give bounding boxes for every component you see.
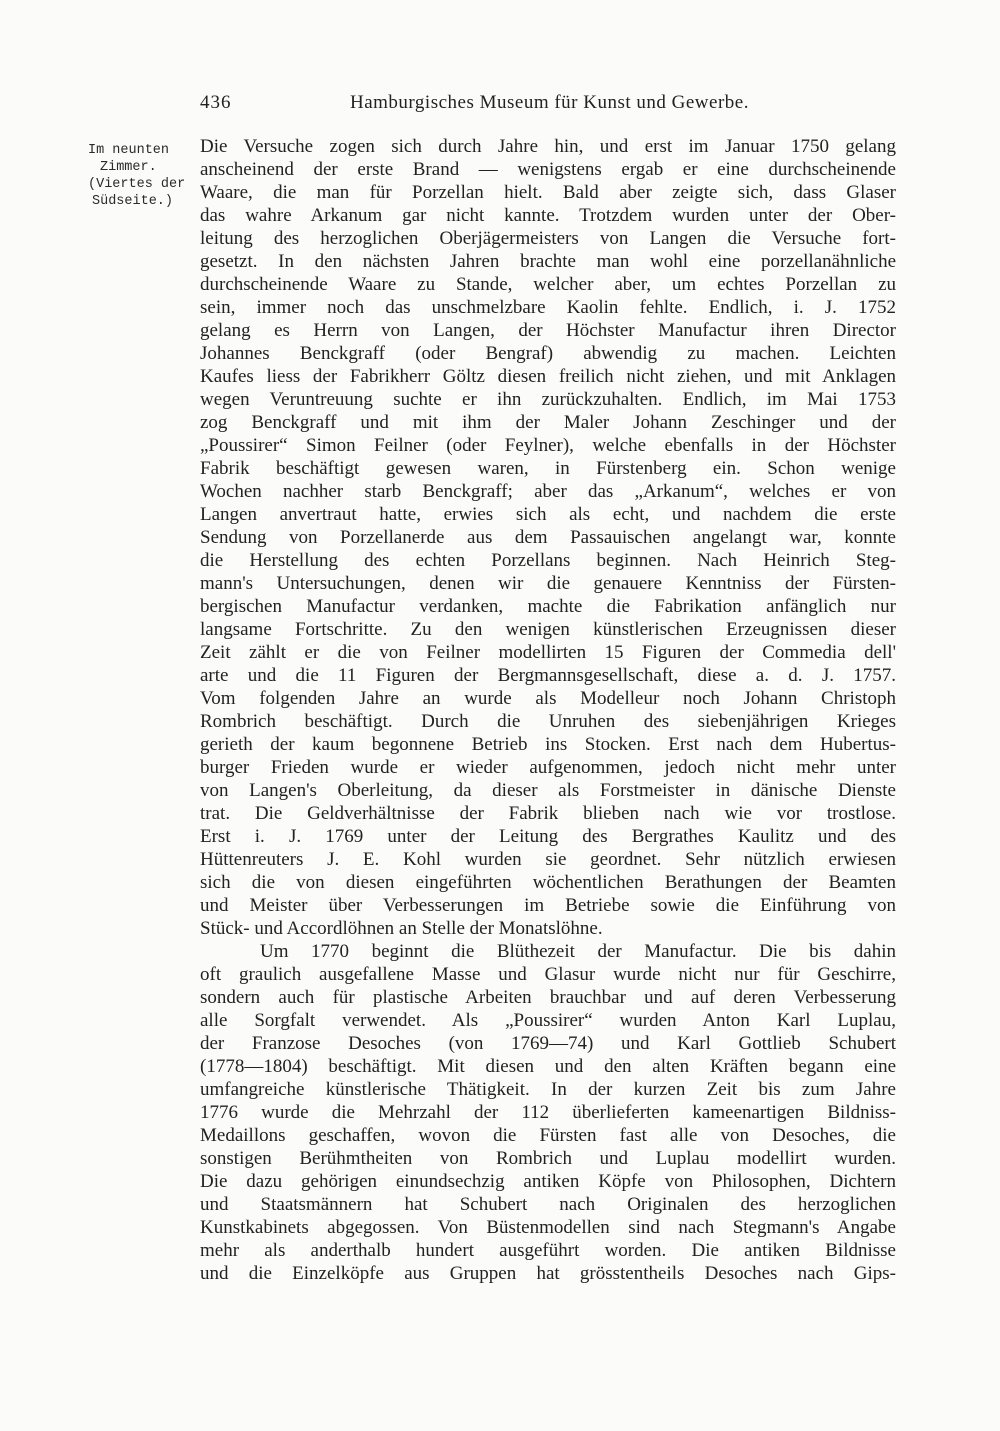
text-line: gerieth der kaum begonnene Betrieb ins Stocken. Erst nach dem Hubertus-	[200, 734, 896, 755]
text-line: (1778—1804) beschäftigt. Mit diesen und den alten Kräften begann eine	[200, 1056, 896, 1077]
text-line: Kunstkabinets abgegossen. Von Büstenmodellen sind nach Stegmann's Angabe	[200, 1217, 896, 1238]
text-line: Vom folgenden Jahre an wurde als Modelleur noch Johann Christoph	[200, 688, 896, 709]
text-line: Langen anvertraut hatte, erwies sich als echt, und nachdem die erste	[200, 504, 896, 525]
text-line: umfangreiche künstlerische Thätigkeit. In der kurzen Zeit bis zum Jahre	[200, 1079, 896, 1100]
text-line: wegen Veruntreuung suchte er ihn zurückzuhalten. Endlich, im Mai 1753	[200, 389, 896, 410]
text-line: und Meister über Verbesserungen im Betriebe sowie die Einführung von	[200, 895, 896, 916]
text-line: Hüttenreuters J. E. Kohl wurden sie geordnet. Sehr nützlich erwiesen	[200, 849, 896, 870]
text-line: Stück- und Accordlöhnen an Stelle der Monatslöhne.	[200, 918, 603, 939]
page-number: 436	[200, 92, 232, 113]
page-header	[200, 92, 896, 118]
text-line: mann's Untersuchungen, denen wir die genauere Kenntniss der Fürsten-	[200, 573, 896, 594]
text-line: gelang es Herrn von Langen, der Höchster Manufactur ihren Director	[200, 320, 896, 341]
text-line: die Herstellung des echten Porzellans beginnen. Nach Heinrich Steg-	[200, 550, 896, 571]
text-line: sonstigen Berühmtheiten von Rombrich und Luplau modellirt wurden.	[200, 1148, 896, 1169]
text-line: von Langen's Oberleitung, da dieser als Forstmeister in dänische Dienste	[200, 780, 896, 801]
text-line: Wochen nachher starb Benckgraff; aber das „Arkanum“, welches er von	[200, 481, 896, 502]
text-line: durchscheinende Waare zu Stande, welcher aber, um echtes Porzellan zu	[200, 274, 896, 295]
text-line: Erst i. J. 1769 unter der Leitung des Bergrathes Kaulitz und des	[200, 826, 896, 847]
body-text	[200, 135, 896, 1285]
margin-note-line: Zimmer.	[100, 160, 157, 175]
text-line: Rombrich beschäftigt. Durch die Unruhen des siebenjährigen Krieges	[200, 711, 896, 732]
text-line: Um 1770 beginnt die Blüthezeit der Manufactur. Die bis dahin	[260, 941, 896, 962]
text-line: bergischen Manufactur verdanken, machte die Fabrikation anfänglich nur	[200, 596, 896, 617]
text-line: Die dazu gehörigen einundsechzig antiken Köpfe von Philosophen, Dichtern	[200, 1171, 896, 1192]
text-line: alle Sorgfalt verwendet. Als „Poussirer“ wurden Anton Karl Luplau,	[200, 1010, 896, 1031]
text-line: Johannes Benckgraff (oder Bengraf) abwendig zu machen. Leichten	[200, 343, 896, 364]
text-line: mehr als anderthalb hundert ausgeführt worden. Die antiken Bildnisse	[200, 1240, 896, 1261]
text-line: langsame Fortschritte. Zu den wenigen künstlerischen Erzeugnissen dieser	[200, 619, 896, 640]
text-line: „Poussirer“ Simon Feilner (oder Feylner), welche ebenfalls in der Höchster	[200, 435, 896, 456]
text-line: der Franzose Desoches (von 1769—74) und Karl Gottlieb Schubert	[200, 1033, 896, 1054]
text-line: Kaufes liess der Fabrikherr Göltz diesen freilich nicht ziehen, und mit Anklagen	[200, 366, 896, 387]
margin-note-line: (Viertes der	[88, 177, 186, 192]
text-line: Medaillons geschaffen, wovon die Fürsten fast alle von Desoches, die	[200, 1125, 896, 1146]
text-line: sein, immer noch das unschmelzbare Kaolin fehlte. Endlich, i. J. 1752	[200, 297, 896, 318]
text-line: trat. Die Geldverhältnisse der Fabrik blieben nach wie vor trostlose.	[200, 803, 896, 824]
margin-note-line: Südseite.)	[92, 194, 174, 209]
text-line: Sendung von Porzellanerde aus dem Passauischen angelangt war, konnte	[200, 527, 896, 548]
margin-note	[88, 142, 188, 210]
running-title: Hamburgisches Museum für Kunst und Gewerbe.	[350, 92, 749, 113]
text-line: leitung des herzoglichen Oberjägermeisters von Langen die Versuche fort-	[200, 228, 896, 249]
text-line: 1776 wurde die Mehrzahl der 112 überlieferten kameenartigen Bildniss-	[200, 1102, 896, 1123]
text-line: anscheinend der erste Brand — wenigstens ergab er eine durchscheinende	[200, 159, 896, 180]
text-line: Zeit zählt er die von Feilner modellirten 15 Figuren der Commedia dell'	[200, 642, 896, 663]
text-line: sich die von diesen eingeführten wöchentlichen Berathungen der Beamten	[200, 872, 896, 893]
text-line: gesetzt. In den nächsten Jahren brachte man wohl eine porzellanähnliche	[200, 251, 896, 272]
text-line: Fabrik beschäftigt gewesen waren, in Fürstenberg ein. Schon wenige	[200, 458, 896, 479]
text-line: arte und die 11 Figuren der Bergmannsgesellschaft, diese a. d. J. 1757.	[200, 665, 896, 686]
text-line: burger Frieden wurde er wieder aufgenommen, jedoch nicht mehr unter	[200, 757, 896, 778]
text-line: das wahre Arkanum gar nicht kannte. Trotzdem wurden unter der Ober-	[200, 205, 896, 226]
text-line: Waare, die man für Porzellan hielt. Bald aber zeigte sich, dass Glaser	[200, 182, 896, 203]
margin-note-line: Im neunten	[88, 143, 170, 158]
text-line: zog Benckgraff und mit ihm der Maler Johann Zeschinger und der	[200, 412, 896, 433]
text-line: Die Versuche zogen sich durch Jahre hin, und erst im Januar 1750 gelang	[200, 136, 896, 157]
text-line: und Staatsmännern hat Schubert nach Originalen des herzoglichen	[200, 1194, 896, 1215]
text-line: sondern auch für plastische Arbeiten brauchbar und auf deren Verbesserung	[200, 987, 896, 1008]
text-line: oft graulich ausgefallene Masse und Glasur wurde nicht nur für Geschirre,	[200, 964, 896, 985]
text-line: und die Einzelköpfe aus Gruppen hat grösstentheils Desoches nach Gips-	[200, 1263, 896, 1284]
